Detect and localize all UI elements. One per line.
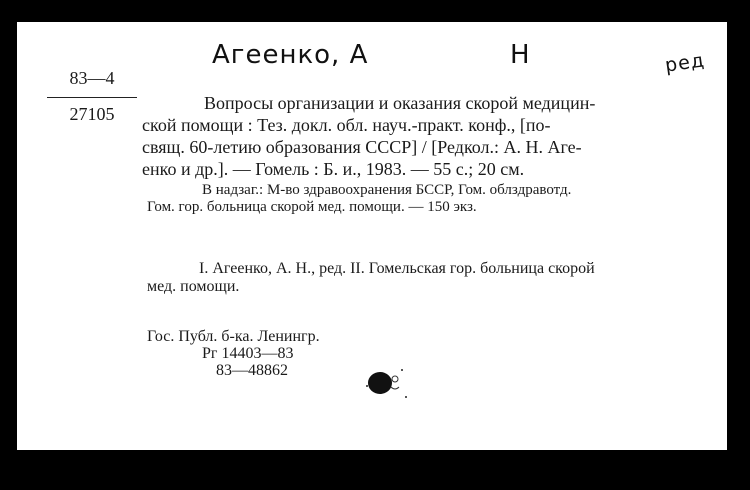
note-line: Гом. гор. больница скорой мед. помощи. — 150 экз. (147, 199, 477, 215)
call-number (47, 68, 137, 125)
tracing-line: мед. помощи. (147, 278, 240, 295)
call-number-divider (47, 97, 137, 98)
card-number: 83—48862 (216, 362, 288, 379)
ink-blot-stamp (357, 362, 417, 404)
bibliographic-description (142, 92, 712, 180)
tracings (147, 260, 712, 296)
handwritten-author: Агеенко, А (212, 40, 369, 70)
handwritten-role: ред (663, 49, 707, 77)
registration-number: Рг 14403—83 (202, 345, 294, 362)
catalog-card (17, 22, 727, 450)
title-line: енко и др.]. — Гомель : Б. и., 1983. — 55 с.; 20 см. (142, 159, 525, 179)
title-line: свящ. 60-летию образования СССР] / [Редкол.: А. Н. Аге- (142, 137, 582, 157)
library-imprint (147, 328, 320, 379)
title-line: ской помощи : Тез. докл. обл. науч.-практ. конф., [по- (142, 115, 551, 135)
tracing-line: I. Агеенко, А. Н., ред. II. Гомельская гор. больница скорой (199, 260, 595, 277)
handwritten-initial: Н (510, 40, 531, 70)
title-line: Вопросы организации и оказания скорой медицин- (204, 93, 596, 113)
note-line: В надзаг.: М-во здравоохранения БССР, Гом. облздравотд. (202, 182, 572, 198)
call-number-top: 83—4 (69, 68, 115, 88)
publication-note (147, 182, 712, 216)
library-name: Гос. Публ. б-ка. Ленингр. (147, 328, 320, 345)
call-number-bottom: 27105 (69, 104, 115, 124)
